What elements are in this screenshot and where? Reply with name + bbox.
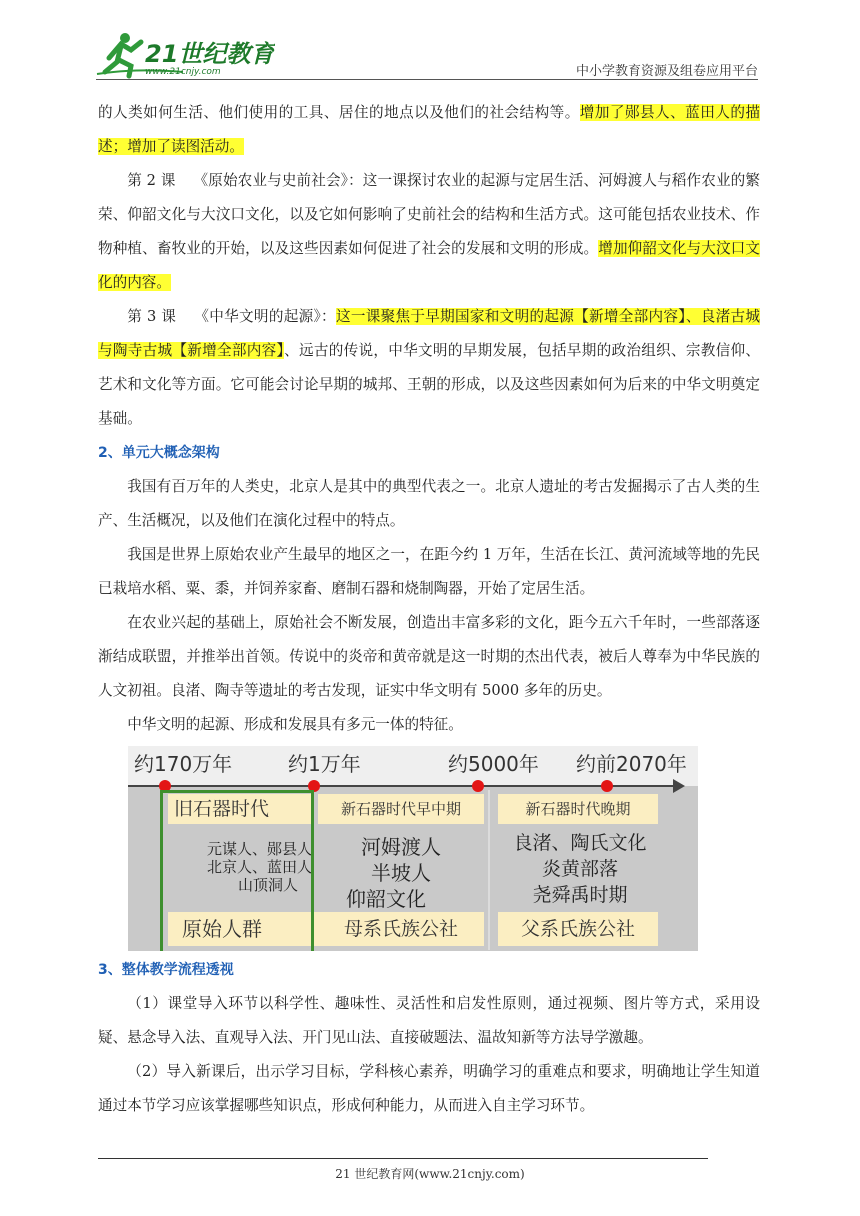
platform-name: 中小学教育资源及组卷应用平台 <box>575 64 758 79</box>
paragraph: 我国是世界上原始农业产生最早的地区之一，在距今约 1 万年，生活在长江、黄河流域等地的先民已栽培水稻、粟、黍，并饲养家畜、磨制石器和烧制陶器，开始了定居生活。 <box>98 546 760 597</box>
period-title: 新石器时代早中期 <box>318 794 484 824</box>
section-title-3: 3、整体教学流程透视 <box>98 962 234 978</box>
header-divider <box>96 79 758 80</box>
logo-url: www.21cnjy.com <box>145 67 221 77</box>
period-title: 旧石器时代 <box>168 794 312 824</box>
year-label: 约5000年 <box>448 752 539 776</box>
culture-list: 河姆渡人 半坡人 仰韶文化 <box>346 835 441 911</box>
highlight: 增加仰韶文化与大汶口文化的内容。 <box>98 240 760 291</box>
document-body <box>98 96 760 1123</box>
year-label: 约170万年 <box>134 752 233 776</box>
paragraph-lesson1-tail: 的人类如何生活、他们使用的工具、居住的地点以及他们的社会结构等。增加了郧县人、蓝田人的描述；增加了读图活动。 <box>98 104 760 155</box>
paragraph: 中华文明的起源、形成和发展具有多元一体的特征。 <box>127 716 463 733</box>
footer-divider <box>98 1158 708 1159</box>
section-title-2: 2、单元大概念架构 <box>98 445 220 461</box>
footer-text: 21 世纪教育网(www.21cnjy.com) <box>335 1167 525 1181</box>
paragraph: 在农业兴起的基础上，原始社会不断发展，创造出丰富多彩的文化，距今五六千年时，一些部落逐渐结成联盟，并推举出首领。传说中的炎帝和黄帝就是这一时期的杰出代表，被后人尊奉为中华民族的人文初祖。良渚、陶寺等遗址的考古发现，证实中华文明有 5000 多年的历史。 <box>98 614 760 699</box>
timeline-dot <box>472 780 484 792</box>
logo-text: 21世纪教育 <box>145 40 275 68</box>
timeline-figure <box>128 746 698 951</box>
site-list: 元谋人、郧县人 北京人、蓝田人 山顶洞人 <box>206 840 312 894</box>
site-logo <box>95 28 275 82</box>
highlight: 增加了郧县人、蓝田人的描述；增加了读图活动。 <box>98 104 760 155</box>
period-title: 新石器时代晚期 <box>498 794 658 824</box>
year-label: 约1万年 <box>288 752 361 776</box>
culture-list: 良渚、陶氏文化 炎黄部落 尧舜禹时期 <box>513 832 647 906</box>
paragraph-lesson3: 第 3 课 《中华文明的起源》：这一课聚焦于早期国家和文明的起源【新增全部内容】、良渚古城与陶寺古城【新增全部内容】、远古的传说，中华文明的早期发展，包括早期的政治组织、宗教信仰、艺术和文化等方面。它可能会讨论早期的城邦、王朝的形成，以及这些因素如何为后来的中华文明奠定基础。 <box>98 308 761 427</box>
timeline-dot <box>601 780 613 792</box>
society-label: 原始人群 <box>168 912 320 946</box>
year-label: 约前2070年 <box>576 752 687 776</box>
paragraph: （2）导入新课后，出示学习目标，学科核心素养，明确学习的重难点和要求，明确地让学生知道通过本节学习应该掌握哪些知识点，形成何种能力，从而进入自主学习环节。 <box>98 1063 760 1114</box>
society-label: 母系氏族公社 <box>318 912 484 946</box>
paragraph-lesson2: 第 2 课 《原始农业与史前社会》：这一课探讨农业的起源与定居生活、河姆渡人与稻作农业的繁荣、仰韶文化与大汶口文化，以及它如何影响了史前社会的结构和生活方式。这可能包括农业技术、作物种植、畜牧业的开始，以及这些因素如何促进了社会的发展和文明的形成。增加仰韶文化与大汶口文化的内容。 <box>98 172 760 291</box>
paragraph: 我国有百万年的人类史，北京人是其中的典型代表之一。北京人遗址的考古发掘揭示了古人类的生产、生活概况，以及他们在演化过程中的特点。 <box>98 478 760 529</box>
highlight: 这一课聚焦于早期国家和文明的起源【新增全部内容】、良渚古城与陶寺古城【新增全部内容】 <box>98 308 761 359</box>
timeline-axis <box>128 785 676 787</box>
paragraph: （1）课堂导入环节以科学性、趣味性、灵活性和启发性原则，通过视频、图片等方式，采用设疑、悬念导入法、直观导入法、开门见山法、直接破题法、温故知新等方法导学激趣。 <box>98 995 760 1046</box>
arrow-right-icon <box>673 779 685 793</box>
highlight-box <box>160 790 314 951</box>
society-label: 父系氏族公社 <box>498 912 658 946</box>
